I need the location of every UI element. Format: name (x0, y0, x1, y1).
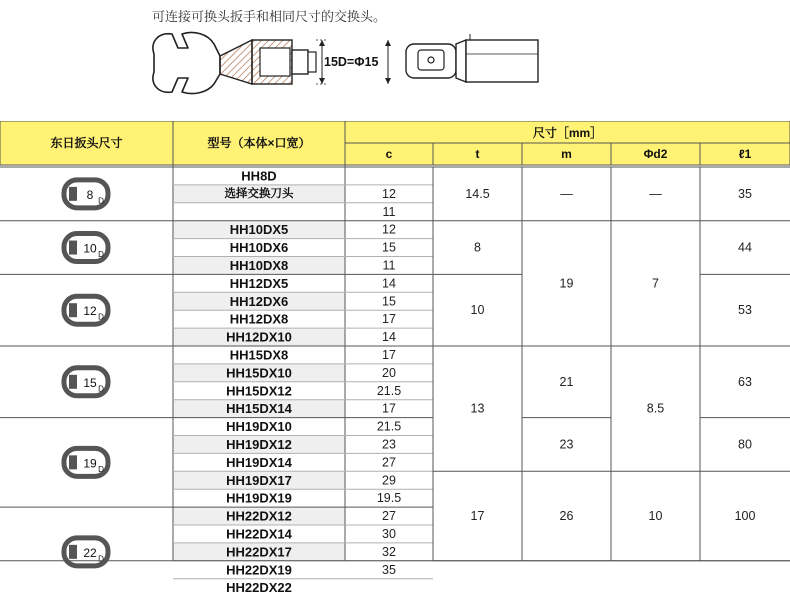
svg-text:D: D (98, 384, 104, 394)
model-HH22DX17: HH22DX17 (226, 544, 292, 560)
svg-text:D: D (98, 250, 104, 260)
caption: 可连接可换头扳手和相同尺寸的交换头。 (152, 9, 387, 24)
m-value: 23 (559, 437, 574, 452)
model-HH15DX8: HH15DX8 (229, 347, 289, 363)
header-sub-2: m (561, 147, 572, 161)
model-HH22DX14: HH22DX14 (226, 526, 292, 542)
model-HH8D: HH8D (241, 168, 277, 184)
c-value: 21.5 (376, 419, 402, 434)
c-value: 35 (382, 562, 396, 577)
l1-value: 35 (738, 186, 752, 201)
10d-socket-icon (64, 234, 108, 262)
t-value: 17 (470, 509, 485, 524)
l1-value: 100 (734, 509, 756, 524)
c-value: 14 (382, 330, 396, 345)
model-HH19DX14: HH19DX14 (226, 454, 292, 470)
c-value: 11 (382, 204, 396, 219)
c-value: 17 (382, 347, 396, 362)
c-value: 19.5 (376, 491, 402, 506)
c-value: 15 (382, 240, 396, 255)
diagram-label: 15D=Φ15 (324, 55, 379, 69)
svg-text:8: 8 (86, 187, 94, 202)
svg-text:10: 10 (83, 241, 97, 256)
model-HH10DX6: HH10DX6 (229, 240, 289, 256)
t-value: 14.5 (465, 186, 490, 201)
svg-text:D: D (98, 464, 104, 474)
l1-value: 63 (738, 374, 752, 389)
8d-socket-icon (64, 180, 108, 208)
header-model: 型号（本体×口宽） (207, 136, 311, 150)
c-value: 23 (382, 437, 396, 452)
header-size: 东日扳头尺寸 (50, 136, 123, 150)
svg-text:12: 12 (83, 304, 97, 319)
c-value: 14 (382, 276, 396, 291)
model-HH19DX10: HH19DX10 (226, 419, 292, 435)
12d-socket-icon (64, 296, 108, 324)
model-HH15DX10: HH15DX10 (226, 365, 292, 381)
l1-value: 80 (738, 437, 752, 452)
d2-value: 7 (652, 276, 659, 291)
header-sub-3: Φd2 (643, 147, 668, 161)
c-value: 30 (382, 526, 396, 541)
header-dims: 尺寸［mm］ (532, 126, 603, 140)
model-HH10DX5: HH10DX5 (229, 222, 289, 238)
c-value: 11 (382, 258, 396, 273)
c-value: 20 (382, 365, 396, 380)
19d-socket-icon (64, 448, 108, 476)
15d-socket-icon (64, 368, 108, 396)
model-HH12DX6: HH12DX6 (229, 293, 289, 309)
model-HH12DX10: HH12DX10 (226, 329, 292, 345)
model-HH12DX8: HH12DX8 (229, 311, 289, 327)
t-value: 8 (474, 240, 481, 255)
model-HH22DX19: HH22DX19 (226, 562, 292, 578)
c-value: 29 (382, 473, 396, 488)
wrench-diagram (148, 26, 548, 98)
c-value: 12 (382, 222, 396, 237)
svg-text:D: D (98, 312, 104, 322)
model-HH22DX12: HH22DX12 (226, 508, 292, 524)
m-value: 19 (559, 276, 574, 291)
header-sub-0: c (385, 147, 393, 161)
d2-value: — (649, 186, 662, 201)
svg-text:22: 22 (83, 545, 97, 560)
c-value: 17 (382, 401, 396, 416)
m-value: — (560, 186, 573, 201)
c-value: 15 (382, 294, 396, 309)
header-sub-4: ℓ1 (738, 147, 752, 161)
l1-value: 53 (738, 303, 752, 318)
model-HH15DX14: HH15DX14 (226, 401, 292, 417)
model-HH15DX12: HH15DX12 (226, 383, 292, 399)
l1-value: 44 (738, 240, 752, 255)
svg-text:D: D (98, 196, 104, 206)
d2-value: 8.5 (646, 401, 665, 416)
spec-table (0, 121, 790, 596)
model-HH22DX22: HH22DX22 (226, 580, 292, 596)
m-value: 21 (559, 374, 574, 389)
svg-text:D: D (98, 554, 104, 564)
model-HH19DX12: HH19DX12 (226, 436, 292, 452)
t-value: 13 (470, 401, 485, 416)
model-HH19DX17: HH19DX17 (226, 472, 292, 488)
c-value: 21.5 (376, 383, 402, 398)
svg-text:15: 15 (83, 375, 97, 390)
svg-text:19: 19 (83, 456, 97, 471)
t-value: 10 (470, 303, 485, 318)
c-value: 32 (382, 544, 396, 559)
model-note: 选择交换刀头 (224, 187, 294, 200)
model-HH19DX19: HH19DX19 (226, 490, 292, 506)
d2-value: 10 (648, 509, 663, 524)
c-value: 12 (382, 186, 396, 201)
header-sub-1: t (475, 147, 480, 161)
m-value: 26 (559, 509, 574, 524)
22d-socket-icon (64, 538, 108, 566)
c-value: 27 (382, 455, 396, 470)
c-value: 27 (382, 509, 396, 524)
model-HH10DX8: HH10DX8 (229, 257, 289, 273)
model-HH12DX5: HH12DX5 (229, 275, 289, 291)
c-value: 17 (382, 312, 396, 327)
